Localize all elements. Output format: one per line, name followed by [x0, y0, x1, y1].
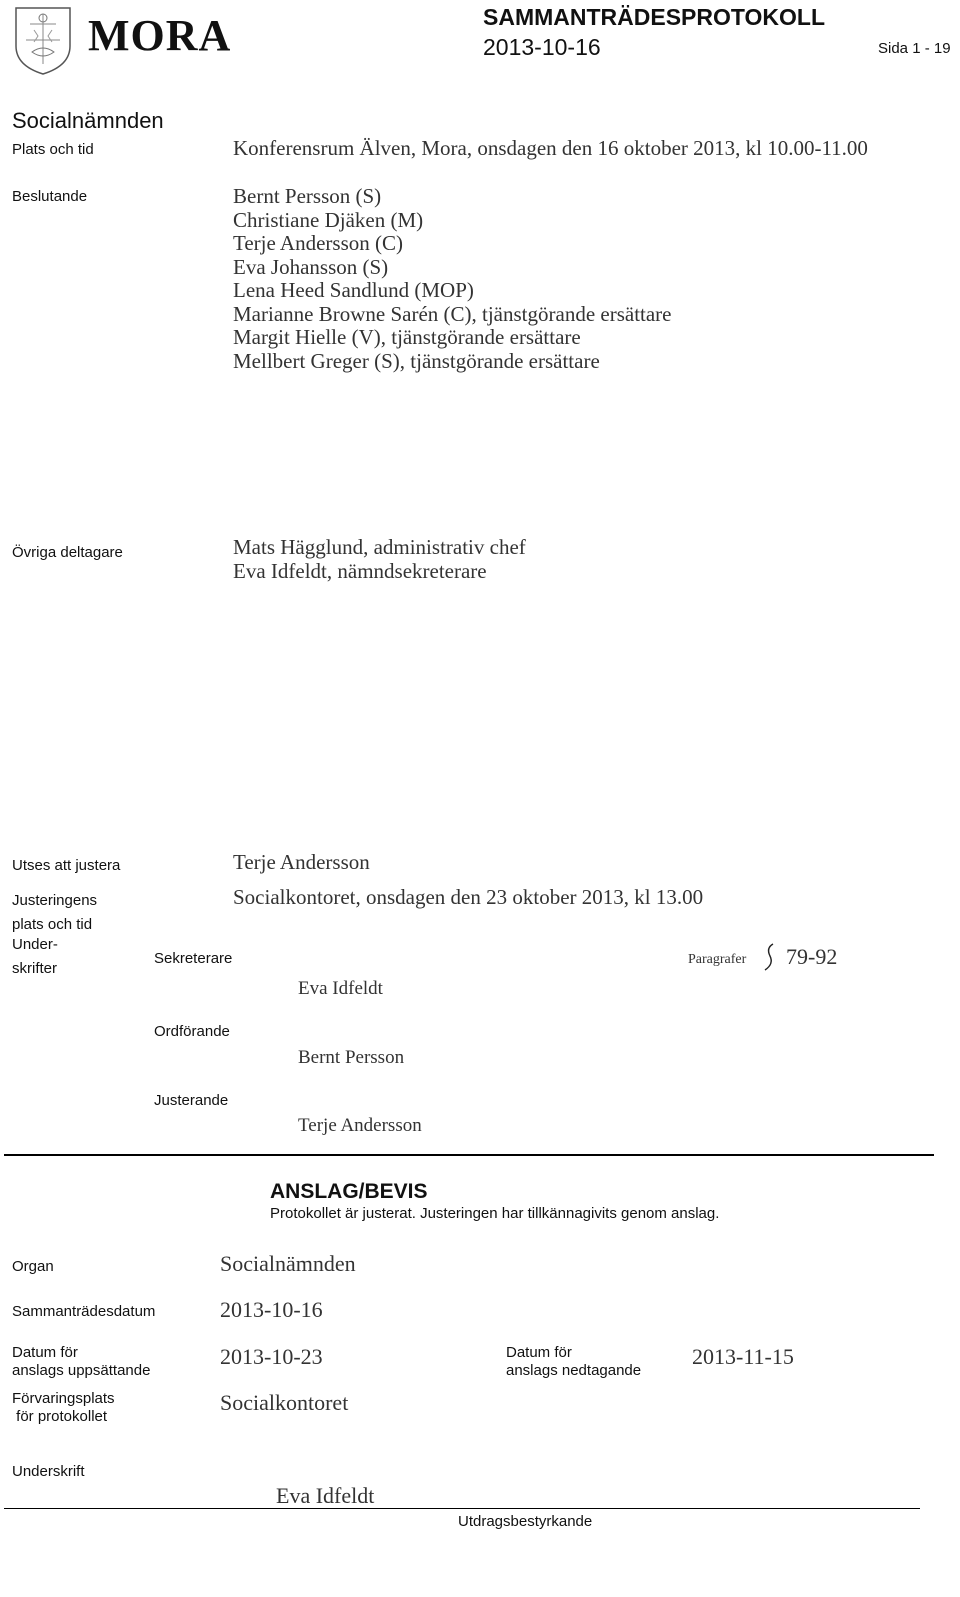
organ-label: Organ [12, 1258, 54, 1275]
chair-label: Ordförande [154, 1023, 230, 1040]
place-time-value: Konferensrum Älven, Mora, onsdagen den 16 oktober 2013, kl 10.00-11.00 [233, 136, 868, 160]
storage-label: för protokollet [12, 1408, 108, 1425]
mora-crest-logo [12, 4, 74, 76]
other-participants-label: Övriga deltagare [12, 544, 123, 561]
page-number: Sida 1 - 19 [878, 40, 951, 57]
mora-wordmark-logo: MORA [88, 11, 232, 60]
document-date: 2013-10-16 [483, 34, 601, 60]
meeting-date-value: 2013-10-16 [220, 1297, 323, 1322]
removed-date-label: anslags nedtagande [506, 1362, 642, 1379]
adjust-place-value: Socialkontoret, onsdagen den 23 oktober 2013, kl 13.00 [233, 885, 704, 909]
other-participants-list [233, 536, 526, 583]
section-sign-icon [762, 942, 776, 972]
removed-date-value: 2013-11-15 [692, 1344, 794, 1369]
deciding-label: Beslutande [12, 188, 88, 205]
deciding-member: Christiane Djäken (M) [233, 207, 424, 232]
signatures-label: Under- [12, 936, 58, 953]
adjuster-signature-label: Justerande [154, 1092, 229, 1109]
deciding-member: Mellbert Greger (S), tjänstgörande ersättare [233, 348, 600, 373]
deciding-member: Eva Johansson (S) [233, 254, 389, 279]
document-type: SAMMANTRÄDESPROTOKOLL [483, 4, 826, 30]
deciding-members-list [233, 185, 672, 373]
storage-label: Förvaringsplats [12, 1390, 115, 1407]
anslag-subtitle: Protokollet är justerat. Justeringen har tillkännagivits genom anslag. [270, 1205, 720, 1222]
deciding-member: Lena Heed Sandlund (MOP) [233, 278, 474, 302]
deciding-member: Terje Andersson (C) [233, 231, 403, 255]
chair-name: Bernt Persson [298, 1047, 405, 1068]
storage-value: Socialkontoret [220, 1390, 349, 1415]
organ-value: Socialnämnden [220, 1251, 356, 1276]
signatures-label: skrifter [12, 960, 57, 977]
paragraphs-value: 79-92 [786, 944, 838, 969]
organ-title: Socialnämnden [12, 108, 164, 133]
deciding-member: Bernt Persson (S) [233, 184, 382, 208]
section-divider [4, 1154, 934, 1156]
posted-date-value: 2013-10-23 [220, 1344, 323, 1369]
adjuster-signature-name: Terje Andersson [298, 1115, 422, 1136]
removed-date-label: Datum för [506, 1344, 572, 1361]
other-participant: Mats Hägglund, administrativ chef [233, 535, 526, 559]
paragraphs-label: Paragrafer [688, 952, 747, 967]
secretary-name: Eva Idfeldt [298, 978, 383, 999]
signature-line [4, 1508, 920, 1509]
certify-label: Utdragsbestyrkande [458, 1513, 593, 1530]
adjuster-label: Utses att justera [12, 857, 121, 874]
posted-date-label: Datum för [12, 1344, 78, 1361]
adjust-place-label: plats och tid [12, 916, 93, 933]
secretary-label: Sekreterare [154, 950, 233, 967]
anslag-title: ANSLAG/BEVIS [270, 1180, 428, 1203]
other-participant: Eva Idfeldt, nämndsekreterare [233, 558, 487, 583]
meeting-date-label: Sammanträdesdatum [12, 1303, 156, 1320]
adjuster-value: Terje Andersson [233, 850, 370, 874]
place-time-label: Plats och tid [12, 141, 94, 158]
adjust-place-label: Justeringens [12, 892, 98, 909]
signature-name: Eva Idfeldt [276, 1483, 375, 1508]
deciding-member: Marianne Browne Sarén (C), tjänstgörande ersättare [233, 301, 672, 326]
deciding-member: Margit Hielle (V), tjänstgörande ersättare [233, 325, 581, 349]
posted-date-label: anslags uppsättande [12, 1362, 151, 1379]
signature-label: Underskrift [12, 1463, 85, 1480]
